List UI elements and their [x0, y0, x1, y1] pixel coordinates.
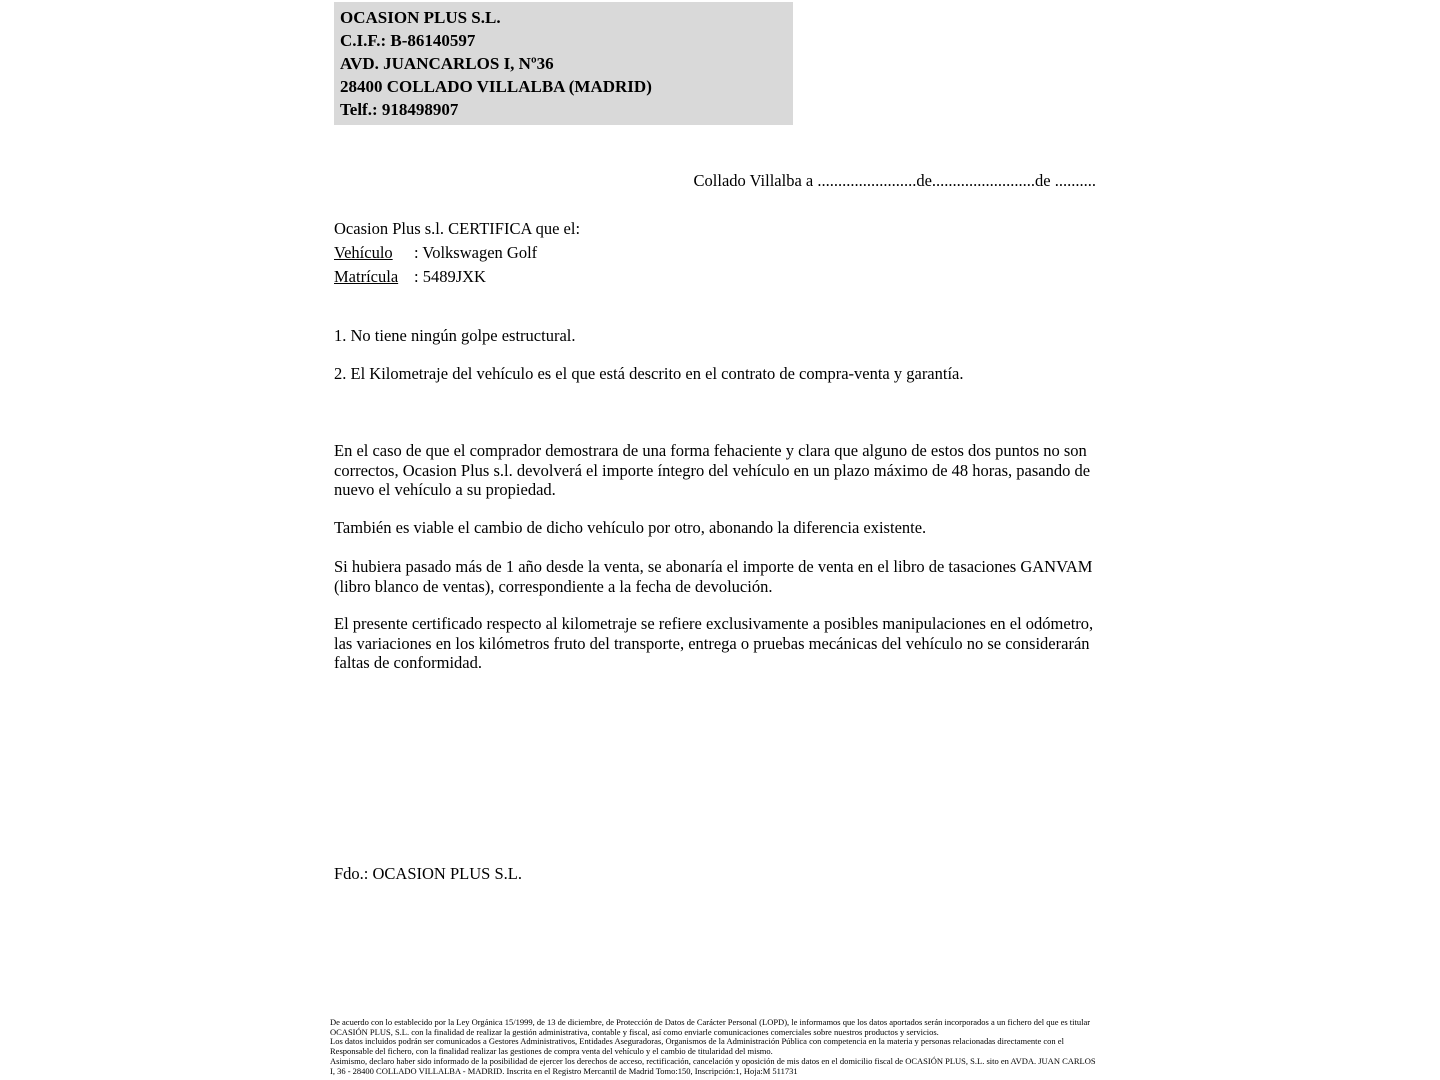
- company-address: AVD. JUANCARLOS I, Nº36: [340, 54, 554, 73]
- paragraph-odometer-disclaimer: El presente certificado respecto al kilometraje se refiere exclusivamente a posibles manipulaciones en el odómetro, las variaciones en los kilómetros fruto del transporte, entrega o pruebas mecánicas del vehículo no se considerarán faltas de conformidad.: [334, 614, 1094, 672]
- company-name: OCASION PLUS S.L.: [340, 8, 501, 27]
- signature-line: Fdo.: OCASION PLUS S.L.: [334, 863, 522, 883]
- vehicle-label-wrap: [334, 241, 414, 265]
- footer-paragraph-lopd: De acuerdo con lo establecido por la Ley Orgánica 15/1999, de 13 de diciembre, de Protección de Datos de Carácter Personal (LOPD), le informamos que los datos aportados serán incorporados a un fichero del que es titular OCASIÓN PLUS, S.L. con la finalidad de realizar la gestión administrativa, contable y fiscal, así como enviarle comunicaciones comerciales sobre nuestros productos y servicios.: [330, 1017, 1091, 1037]
- company-phone: Telf.: 918498907: [340, 100, 459, 119]
- vehicle-label: Vehículo: [334, 243, 393, 262]
- certificate-body: [334, 125, 1096, 884]
- certifies-line: Ocasion Plus s.l. CERTIFICA que el:: [334, 219, 581, 238]
- vehicle-value: Volkswagen Golf: [422, 243, 538, 262]
- footer-paragraph-rights-registry: Asimismo, declaro haber sido informado de la posibilidad de ejercer los derechos de acceso, rectificación, cancelación y oposición de mis datos en el domicilio fiscal de OCASIÓN PLUS, S.L. sito en AVDA. JUAN CARLOS I, 36 - 28400 COLLADO VILLALBA - MADRID. Inscrita en el Registro Mercantil de Madrid Tomo:150, Inscripción:1, Hoja:M 511731: [330, 1055, 1096, 1076]
- plate-label-wrap: [334, 265, 414, 289]
- vehicle-separator: :: [414, 243, 419, 262]
- condition-point-1: 1. No tiene ningún golpe estructural.: [334, 326, 576, 345]
- paragraph-refund-policy: En el caso de que el comprador demostrara de una forma fehaciente y clara que alguno de estos dos puntos no son correctos, Ocasion Plus s.l. devolverá el importe íntegro del vehículo en un plazo máximo de 48 horas, pasando de nuevo el vehículo a su propiedad.: [334, 441, 1091, 499]
- plate-row: [334, 265, 1096, 289]
- vehicle-row: [334, 241, 1096, 265]
- plate-separator: :: [414, 267, 419, 286]
- company-cif: C.I.F.: B-86140597: [340, 31, 476, 50]
- footer-paragraph-data-sharing: Los datos incluidos podrán ser comunicados a Gestores Administrativos, Entidades Aseguradoras, Organismos de la Administración Pública con competencia en la materia y personas relacionadas directamente con el Responsable del fichero, con la finalidad realizar las gestiones de compra venta del vehículo y el cambio de titularidad del mismo.: [330, 1036, 1064, 1057]
- paragraph-exchange-option: También es viable el cambio de dicho vehículo por otro, abonando la diferencia existente.: [334, 517, 927, 537]
- date-line: Collado Villalba a ........................de.........................de ..........: [693, 171, 1096, 190]
- legal-footer: [330, 1018, 1102, 1076]
- condition-point-2: 2. El Kilometraje del vehículo es el que está descrito en el contrato de compra-venta y garantía.: [334, 364, 964, 383]
- company-header-block: [334, 2, 793, 125]
- plate-value: 5489JXK: [422, 267, 486, 286]
- company-city: 28400 COLLADO VILLALBA (MADRID): [340, 77, 652, 96]
- plate-label: Matrícula: [334, 267, 399, 286]
- paragraph-ganvam-valuation: Si hubiera pasado más de 1 año desde la venta, se abonaría el importe de venta en el libro de tasaciones GANVAM (libro blanco de ventas), correspondiente a la fecha de devolución.: [334, 557, 1093, 596]
